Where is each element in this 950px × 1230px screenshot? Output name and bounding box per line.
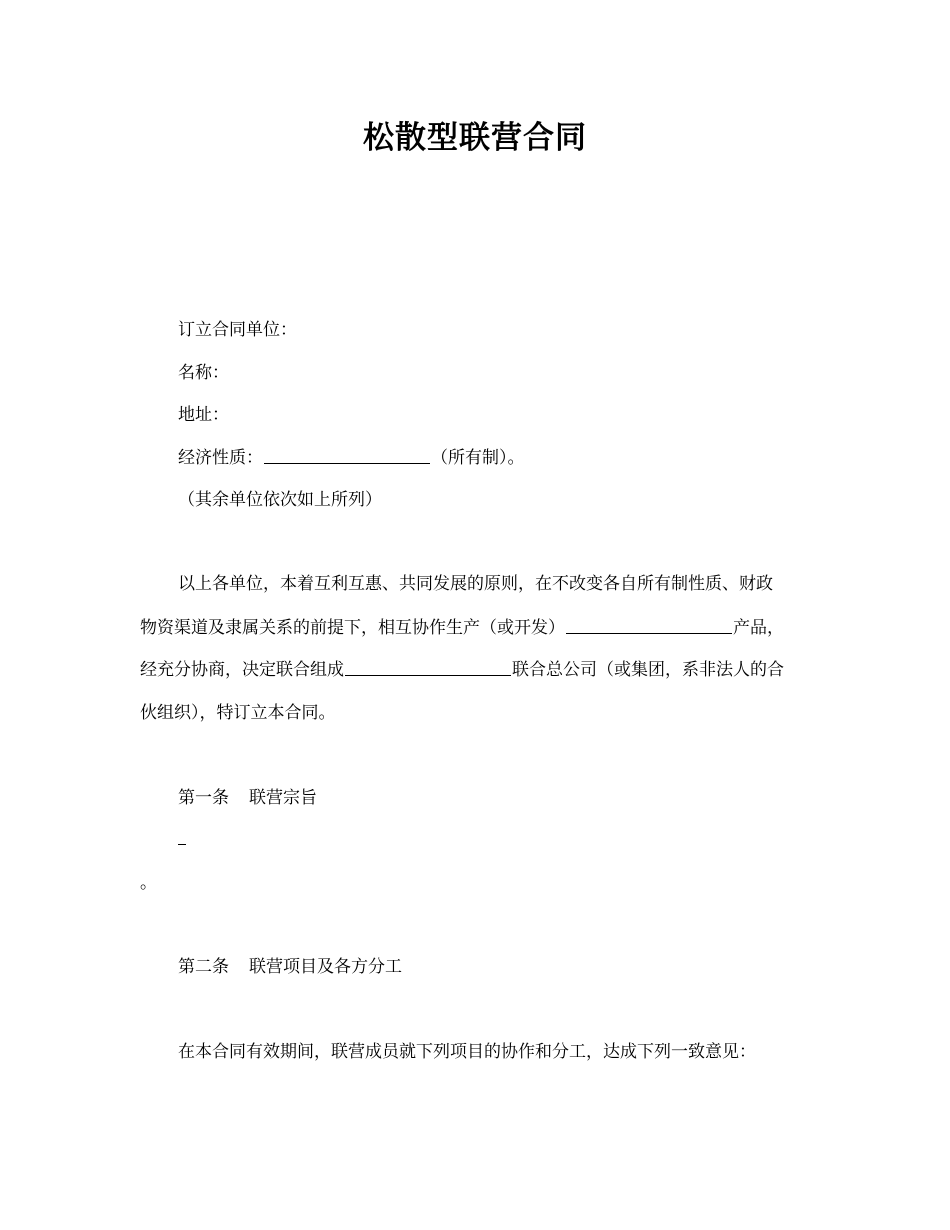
company-blank [345, 658, 511, 676]
preamble-line-2 [140, 616, 784, 640]
party-name-label: 名称： [178, 363, 229, 383]
party-address-label: 地址： [178, 405, 229, 425]
document-title: 松散型联营合同 [363, 120, 587, 156]
others-note: （其余单位依次如上所列） [178, 490, 382, 510]
article-1-title: 联营宗旨 [249, 788, 317, 808]
nature-blank [264, 446, 430, 464]
article-1-fill-line [178, 830, 186, 845]
article-2-heading [178, 955, 402, 979]
preamble-line-4: 伙组织），特订立本合同。 [140, 703, 336, 723]
parties-heading: 订立合同单位： [178, 320, 297, 340]
preamble-line-3 [140, 658, 784, 682]
product-blank [566, 616, 732, 634]
preamble-line-2-text: 物资渠道及隶属关系的前提下，相互协作生产（或开发） [140, 618, 565, 638]
preamble-line-3-suffix: 联合总公司（或集团，系非法人的合 [512, 660, 784, 680]
article-2-body: 在本合同有效期间，联营成员就下列项目的协作和分工，达成下列一致意见： [178, 1042, 756, 1062]
party-nature-suffix: （所有制）。 [431, 448, 525, 468]
preamble-line-1: 以上各单位，本着互利互惠、共同发展的原则，在不改变各自所有制性质、财政 [178, 574, 773, 594]
article-2-title: 联营项目及各方分工 [249, 957, 402, 977]
preamble-line-2-suffix: 产品， [733, 618, 784, 638]
article-1-number: 第一条 [178, 788, 229, 808]
article-1-blank [178, 828, 186, 852]
article-1-heading [178, 786, 317, 810]
party-nature-label: 经济性质： [178, 448, 263, 468]
article-2-number: 第二条 [178, 957, 229, 977]
preamble-line-3-text: 经充分协商，决定联合组成 [140, 660, 344, 680]
article-1-end-mark: 。 [140, 873, 157, 893]
party-nature-line [178, 446, 525, 470]
